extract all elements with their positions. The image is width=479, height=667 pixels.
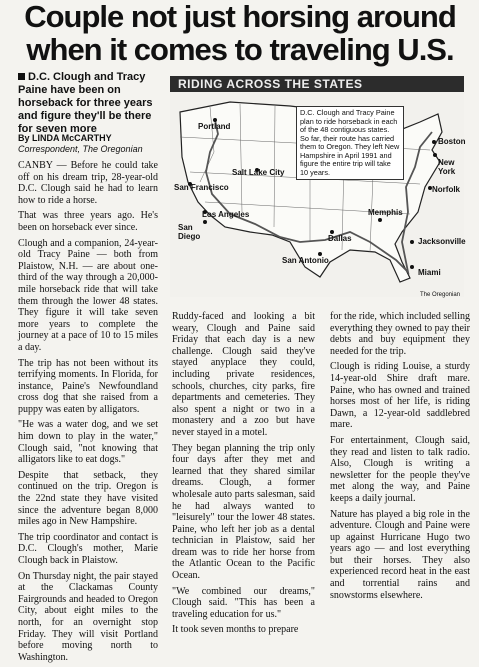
city-label-san-antonio: San Antonio xyxy=(282,256,329,265)
headline xyxy=(4,0,476,66)
city-label-norfolk: Norfolk xyxy=(432,185,460,194)
paragraph: Despite that setback, they continued on the trip. Oregon is the 22nd state they have visited since the adventure began 8,000 miles ago in New Hampshire. xyxy=(18,469,158,528)
city-label-los-angeles: Los Angeles xyxy=(202,210,250,219)
paragraph: Clough is riding Louise, a sturdy 14-year-old Shire draft mare. Paine, who has owned and trained horses most of her life, is riding Dawn, a 12-year-old saddlebred mare. xyxy=(330,361,470,431)
paragraph: Ruddy-faced and looking a bit weary, Clough and Paine said Friday that each day is a new challenge. Clough said they've stayed anyplace they could, including private residences, schools, churches, city parks, fire departments and cemeteries. They also spent a night or two in a monastery and a zoo but have never stayed in a motel. xyxy=(172,311,315,438)
bullet-square-icon xyxy=(18,73,25,80)
city-label-new-york: New York xyxy=(438,158,456,176)
paragraph: That was three years ago. He's been on horseback ever since. xyxy=(18,210,158,233)
city-label-miami: Miami xyxy=(418,268,441,277)
paragraph: "He was a water dog, and we set him down to play in the water," Clough said, "not knowing that alligators like to eat dogs." xyxy=(18,419,158,466)
paragraph: "We combined our dreams," Clough said. "This has been a traveling education for us." xyxy=(172,585,315,620)
byline xyxy=(18,133,158,155)
headline-line-2: when it comes to traveling U.S. xyxy=(26,32,454,67)
map-credit: The Oregonian xyxy=(419,292,460,298)
paragraph: It took seven months to prepare xyxy=(172,624,299,636)
city-label-salt-lake-city: Salt Lake City xyxy=(232,168,285,177)
paragraph: Clough and a companion, 24-year-old Tracy Paine — both from Plaistow, N.H. — are about one-third of the way through a 20,000-mile horseback ride that will take them through the lower 48 states. They figure it will take seven more years to complete the journey at a pace of 10 to 15 miles a day. xyxy=(18,237,158,353)
route-map xyxy=(170,92,464,297)
article-column-2 xyxy=(172,311,315,640)
paragraph: Nature has played a big role in the adventure. Clough and Paine were up against Hurricane Hugo two years ago — and lost everything but their horses. They also experienced record heat in the east and torrential rains and snowstorms elsewhere. xyxy=(330,508,470,601)
headline-line-1: Couple not just horsing around xyxy=(24,0,456,34)
paragraph: The trip coordinator and contact is D.C. Clough's mother, Marie Clough back in Plaistow. xyxy=(18,531,158,566)
map-callout: D.C. Clough and Tracy Paine plan to ride horseback in each of the 48 contiguous states. So far, their route has carried them to Oregon. They left New Hampshire in April 1991 and figure the entire trip will take 10 years. xyxy=(296,106,404,180)
paragraph: for the ride, which included selling everything they owned to pay their debts and buy equipment they needed for the trip. xyxy=(330,311,470,357)
paragraph: For entertainment, Clough said, they read and listen to talk radio. Also, Clough is writing a newsletter for the people they've met along the way, and Paine keeps a daily journal. xyxy=(330,434,470,504)
deck xyxy=(18,71,158,136)
byline-name: By LINDA McCARTHY xyxy=(18,133,112,143)
city-label-san-francisco: San Francisco xyxy=(174,183,229,192)
city-label-portland: Portland xyxy=(198,122,231,131)
city-label-jacksonville: Jacksonville xyxy=(418,237,466,246)
city-label-dallas: Dallas xyxy=(328,234,352,243)
article-column-3 xyxy=(330,311,470,605)
deck-text: D.C. Clough and Tracy Paine have been on horseback for three years and figure they'll be there for seven more xyxy=(18,71,153,135)
paragraph: CANBY — Before he could take off on his dream trip, 28-year-old D.C. Clough said he had to learn how to ride a horse. xyxy=(18,160,158,206)
paragraph: They began planning the trip only four days after they met and learned that they shared similar dreams. Clough, a former wholesale auto parts salesman, said he had always wanted to "leisurely" tour the lower 48 states. Paine, who left her job as a dental technician in Plaistow, said her dream was to ride her horse from the Atlantic Ocean to the Pacific Ocean. xyxy=(172,442,315,582)
paragraph: On Thursday night, the pair stayed at the Clackamas County Fairgrounds and headed to Oregon City, about eight miles to the north, for an overnight stop Friday. They will visit Portland before moving north to Washington. xyxy=(18,570,158,663)
article-column-1 xyxy=(18,160,158,667)
paragraph: The trip has not been without its terrifying moments. In Florida, for instance, Paine's Newfoundland cross dog that she raised from a puppy was eaten by alligators. xyxy=(18,357,158,415)
city-label-boston: Boston xyxy=(438,137,466,146)
city-label-san-diego: San Diego xyxy=(178,223,201,241)
byline-role: Correspondent, The Oregonian xyxy=(18,144,143,154)
map-title: RIDING ACROSS THE STATES xyxy=(170,76,464,92)
city-label-memphis: Memphis xyxy=(368,208,403,217)
